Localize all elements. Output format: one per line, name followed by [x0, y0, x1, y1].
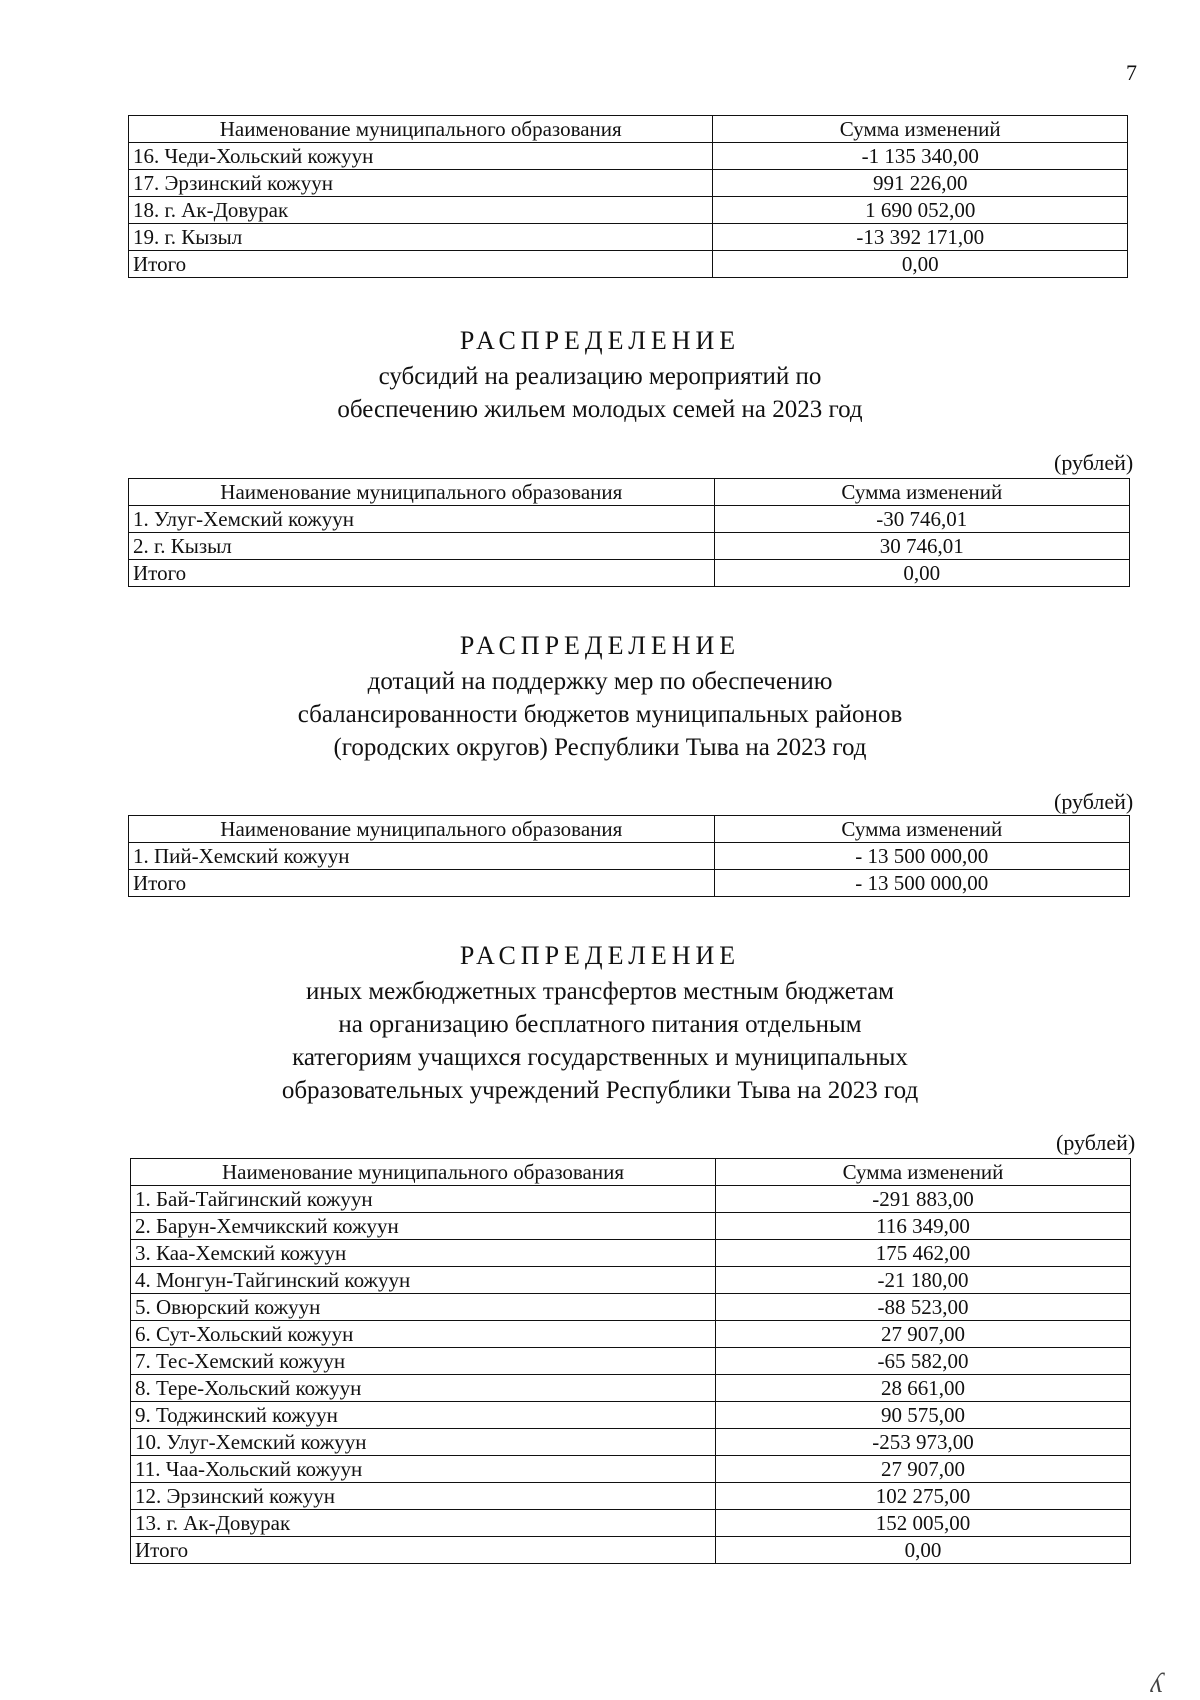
table-row — [131, 1375, 1131, 1402]
municipality-cell: Итого — [129, 870, 715, 897]
municipality-cell: Итого — [129, 560, 715, 587]
section-subtitle-line: сбалансированности бюджетов муниципальных районов — [297, 701, 903, 728]
table-row — [131, 1348, 1131, 1375]
table-row — [131, 1186, 1131, 1213]
table-row — [129, 560, 1130, 587]
municipality-cell: Итого — [129, 251, 713, 278]
table-row — [131, 1321, 1131, 1348]
section-subtitle-line: дотаций на поддержку мер по обеспечению — [367, 668, 833, 695]
municipality-cell: 19. г. Кызыл — [129, 224, 713, 251]
column-header-amount: Сумма изменений — [714, 479, 1129, 506]
section-heading-balance-grants — [0, 631, 1200, 764]
municipality-cell: 9. Тоджинский кожуун — [131, 1402, 716, 1429]
municipality-cell: 17. Эрзинский кожуун — [129, 170, 713, 197]
table-row — [131, 1267, 1131, 1294]
amount-cell: -30 746,01 — [714, 506, 1129, 533]
section-subtitle-line: образовательных учреждений Республики Тыва на 2023 год — [281, 1077, 919, 1104]
amount-cell: 0,00 — [714, 560, 1129, 587]
table-row — [131, 1510, 1131, 1537]
municipality-cell: 5. Овюрский кожуун — [131, 1294, 716, 1321]
section-subtitle-line: категориям учащихся государственных и муниципальных — [292, 1044, 908, 1071]
table-free-meals-transfers — [130, 1158, 1131, 1564]
municipality-cell: 7. Тес-Хемский кожуун — [131, 1348, 716, 1375]
amount-cell: -291 883,00 — [716, 1186, 1131, 1213]
municipality-cell: 12. Эрзинский кожуун — [131, 1483, 716, 1510]
municipality-cell: 2. Барун-Хемчикский кожуун — [131, 1213, 716, 1240]
table-row — [129, 143, 1128, 170]
amount-cell: 90 575,00 — [716, 1402, 1131, 1429]
amount-cell: 175 462,00 — [716, 1240, 1131, 1267]
section-heading-housing-subsidies — [0, 326, 1200, 426]
municipality-cell: 1. Улуг-Хемский кожуун — [129, 506, 715, 533]
municipality-cell: 4. Монгун-Тайгинский кожуун — [131, 1267, 716, 1294]
handwritten-mark: ʎ — [1150, 1668, 1163, 1699]
amount-cell: 102 275,00 — [716, 1483, 1131, 1510]
section-subtitle-line: (городских округов) Республики Тыва на 2023 год — [333, 734, 867, 761]
table-housing-subsidies — [128, 478, 1130, 587]
section-title: РАСПРЕДЕЛЕНИЕ — [459, 326, 741, 355]
table-row — [129, 197, 1128, 224]
section-title: РАСПРЕДЕЛЕНИЕ — [459, 941, 741, 970]
municipality-cell: Итого — [131, 1537, 716, 1564]
municipality-cell: 8. Тере-Хольский кожуун — [131, 1375, 716, 1402]
section-subtitle-line: обеспечению жильем молодых семей на 2023 год — [337, 396, 863, 423]
unit-label: (рублей) — [1056, 1130, 1136, 1155]
table-continuation — [128, 115, 1128, 278]
amount-cell: -21 180,00 — [716, 1267, 1131, 1294]
unit-label: (рублей) — [1054, 789, 1134, 814]
municipality-cell: 6. Сут-Хольский кожуун — [131, 1321, 716, 1348]
amount-cell: 991 226,00 — [713, 170, 1128, 197]
page-number: 7 — [1126, 60, 1137, 85]
amount-cell: 27 907,00 — [716, 1321, 1131, 1348]
table-row — [129, 224, 1128, 251]
column-header-municipality: Наименование муниципального образования — [129, 816, 715, 843]
column-header-amount: Сумма изменений — [714, 816, 1129, 843]
amount-cell: 116 349,00 — [716, 1213, 1131, 1240]
municipality-cell: 18. г. Ак-Довурак — [129, 197, 713, 224]
table-row — [129, 251, 1128, 278]
column-header-municipality: Наименование муниципального образования — [129, 479, 715, 506]
table-header-row — [129, 479, 1130, 506]
table-row — [131, 1294, 1131, 1321]
municipality-cell: 2. г. Кызыл — [129, 533, 715, 560]
table-header-row — [129, 116, 1128, 143]
table-row — [131, 1402, 1131, 1429]
amount-cell: 28 661,00 — [716, 1375, 1131, 1402]
amount-cell: 1 690 052,00 — [713, 197, 1128, 224]
amount-cell: - 13 500 000,00 — [714, 870, 1129, 897]
table-header-row — [131, 1159, 1131, 1186]
amount-cell: 152 005,00 — [716, 1510, 1131, 1537]
municipality-cell: 1. Бай-Тайгинский кожуун — [131, 1186, 716, 1213]
amount-cell: -88 523,00 — [716, 1294, 1131, 1321]
table-row — [129, 506, 1130, 533]
municipality-cell: 3. Каа-Хемский кожуун — [131, 1240, 716, 1267]
table-row — [131, 1213, 1131, 1240]
amount-cell: -65 582,00 — [716, 1348, 1131, 1375]
table-row — [129, 843, 1130, 870]
amount-cell: -13 392 171,00 — [713, 224, 1128, 251]
amount-cell: 0,00 — [713, 251, 1128, 278]
column-header-municipality: Наименование муниципального образования — [129, 116, 713, 143]
table-row — [131, 1483, 1131, 1510]
column-header-municipality: Наименование муниципального образования — [131, 1159, 716, 1186]
section-subtitle-line: на организацию бесплатного питания отдельным — [338, 1011, 862, 1038]
amount-cell: -253 973,00 — [716, 1429, 1131, 1456]
municipality-cell: 13. г. Ак-Довурак — [131, 1510, 716, 1537]
amount-cell: 27 907,00 — [716, 1456, 1131, 1483]
table-row — [129, 870, 1130, 897]
amount-cell: 0,00 — [716, 1537, 1131, 1564]
table-header-row — [129, 816, 1130, 843]
section-title: РАСПРЕДЕЛЕНИЕ — [459, 631, 741, 660]
table-balance-grants — [128, 815, 1130, 897]
section-subtitle-line: иных межбюджетных трансфертов местным бюджетам — [306, 978, 894, 1005]
amount-cell: - 13 500 000,00 — [714, 843, 1129, 870]
amount-cell: -1 135 340,00 — [713, 143, 1128, 170]
amount-cell: 30 746,01 — [714, 533, 1129, 560]
column-header-amount: Сумма изменений — [713, 116, 1128, 143]
municipality-cell: 10. Улуг-Хемский кожуун — [131, 1429, 716, 1456]
table-row — [131, 1456, 1131, 1483]
municipality-cell: 1. Пий-Хемский кожуун — [129, 843, 715, 870]
section-heading-free-meals-transfers — [0, 941, 1200, 1107]
municipality-cell: 11. Чаа-Хольский кожуун — [131, 1456, 716, 1483]
table-row — [131, 1240, 1131, 1267]
table-row — [131, 1429, 1131, 1456]
unit-label: (рублей) — [1054, 450, 1134, 475]
municipality-cell: 16. Чеди-Хольский кожуун — [129, 143, 713, 170]
column-header-amount: Сумма изменений — [716, 1159, 1131, 1186]
table-row — [129, 533, 1130, 560]
table-row — [129, 170, 1128, 197]
table-row — [131, 1537, 1131, 1564]
section-subtitle-line: субсидий на реализацию мероприятий по — [378, 363, 822, 390]
